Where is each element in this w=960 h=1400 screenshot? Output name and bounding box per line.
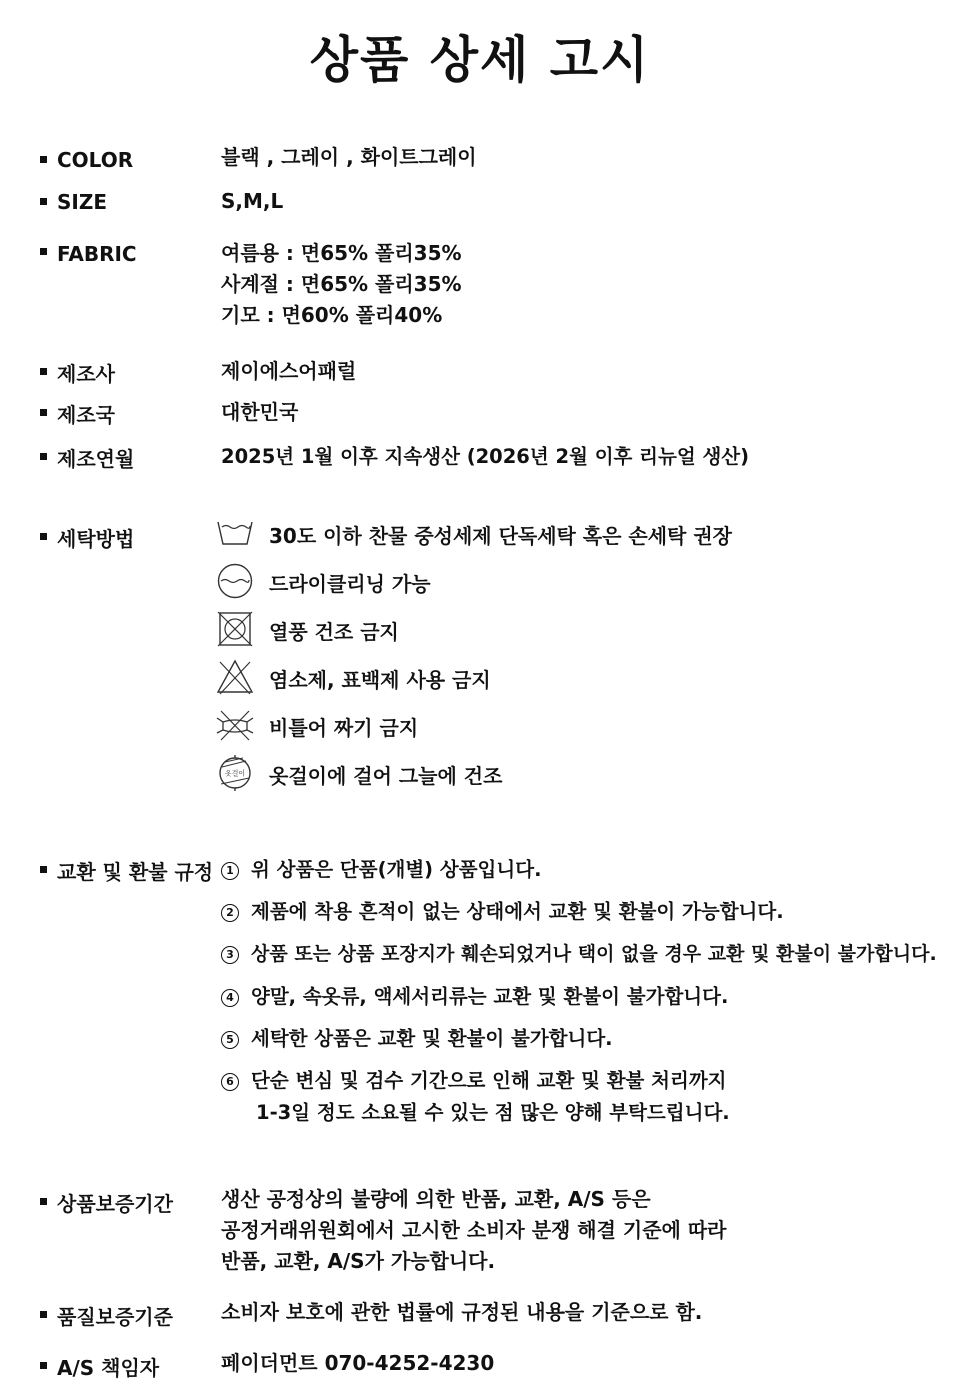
warranty-line: 공정거래위원회에서 고시한 소비자 분쟁 해결 기준에 따라: [221, 1218, 727, 1242]
as-label: A/S 책임자: [57, 1356, 160, 1380]
policy-number-2: 2: [221, 904, 239, 922]
policy-number-3: 3: [221, 946, 239, 964]
care-item-dryclean: [216, 562, 816, 602]
bullet: [40, 409, 47, 416]
policy-text-1: [251, 854, 541, 886]
bullet: [40, 156, 47, 163]
care-text-no-bleach: 염소제, 표백제 사용 금지: [269, 668, 491, 692]
color-value: 블랙 , 그레이 , 화이트그레이: [221, 145, 477, 169]
fabric-label: FABRIC: [57, 242, 137, 266]
size-label: SIZE: [57, 190, 108, 214]
care-item-no-bleach: [216, 658, 816, 698]
maker-label: 제조사: [57, 362, 115, 386]
policy-line: 위 상품은 단품(개별) 상품입니다.: [251, 858, 542, 881]
care-text-hang-dry: 옷걸이에 걸어 그늘에 건조: [269, 764, 503, 788]
care-item-no-tumble: [216, 610, 816, 650]
care-item-no-wring: [216, 706, 816, 746]
fabric-value: [221, 238, 462, 331]
no-wring-icon: [216, 706, 254, 744]
care-item-hang-dry: [216, 754, 816, 794]
bullet: [40, 198, 47, 205]
maker-value: 제이에스어패럴: [221, 359, 357, 383]
policy-text-2: [251, 896, 784, 928]
policy-line: 양말, 속옷류, 액세서리류는 교환 및 환불이 불가합니다.: [251, 985, 729, 1008]
policy-number-1: 1: [221, 862, 239, 880]
country-value: 대한민국: [221, 400, 299, 424]
policy-text-3: [251, 938, 937, 970]
policy-line: 단순 변심 및 검수 기간으로 인해 교환 및 환불 처리까지: [251, 1069, 727, 1092]
size-value: S,M,L: [221, 189, 284, 213]
bullet: [40, 1198, 47, 1205]
dry-clean-icon: [216, 562, 254, 600]
policy-text-5: [251, 1023, 613, 1055]
no-tumble-dry-icon: [216, 610, 254, 648]
care-text-wash: 30도 이하 찬물 중성세제 단독세탁 혹은 손세탁 권장: [269, 524, 732, 548]
fabric-line-fleece: 기모 : 면60% 폴리40%: [221, 303, 443, 327]
policy-line: 1-3일 정도 소요될 수 있는 점 많은 양해 부탁드립니다.: [256, 1101, 730, 1124]
policy-label: 교환 및 환불 규정: [57, 860, 214, 884]
no-bleach-icon: [216, 658, 254, 696]
fabric-line-allseason: 사계절 : 면65% 폴리35%: [221, 272, 462, 296]
country-label: 제조국: [57, 403, 115, 427]
policy-text-4: [251, 981, 728, 1013]
quality-value: 소비자 보호에 관한 법률에 규정된 내용을 기준으로 함.: [221, 1300, 703, 1324]
policy-line: 상품 또는 상품 포장지가 훼손되었거나 택이 없을 경우 교환 및 환불이 불가합니다.: [251, 943, 937, 965]
warranty-line: 생산 공정상의 불량에 의한 반품, 교환, A/S 등은: [221, 1187, 651, 1211]
policy-line: 제품에 착용 흔적이 없는 상태에서 교환 및 환불이 가능합니다.: [251, 900, 784, 923]
as-value: 페이더먼트 070-4252-4230: [221, 1351, 495, 1375]
care-text-dryclean: 드라이클리닝 가능: [269, 572, 431, 596]
bullet: [40, 866, 47, 873]
care-item-wash: [216, 514, 816, 554]
warranty-label: 상품보증기간: [57, 1192, 173, 1216]
policy-number-5: 5: [221, 1031, 239, 1049]
hang-dry-shade-icon: [216, 754, 254, 792]
wash-basin-icon: [216, 514, 254, 552]
hang-dry-icon-label: 옷걸이: [224, 769, 246, 778]
date-value: 2025년 1월 이후 지속생산 (2026년 2월 이후 리뉴얼 생산): [221, 445, 750, 468]
bullet: [40, 1311, 47, 1318]
bullet: [40, 533, 47, 540]
policy-number-4: 4: [221, 989, 239, 1007]
policy-number-6: 6: [221, 1073, 239, 1091]
color-label: COLOR: [57, 148, 134, 172]
policy-text-6: [251, 1065, 730, 1129]
page-title: 상품 상세 고시: [309, 31, 651, 89]
washing-label: 세탁방법: [57, 527, 135, 551]
fabric-line-summer: 여름용 : 면65% 폴리35%: [221, 241, 462, 265]
bullet: [40, 453, 47, 460]
date-label: 제조연월: [57, 447, 135, 471]
warranty-line: 반품, 교환, A/S가 가능합니다.: [221, 1249, 496, 1273]
bullet: [40, 368, 47, 375]
bullet: [40, 1362, 47, 1369]
care-text-no-wring: 비틀어 짜기 금지: [269, 716, 419, 740]
policy-line: 세탁한 상품은 교환 및 환불이 불가합니다.: [251, 1027, 613, 1050]
warranty-value: [221, 1184, 726, 1277]
care-text-no-tumble: 열풍 건조 금지: [269, 620, 399, 644]
bullet: [40, 248, 47, 255]
quality-label: 품질보증기준: [57, 1305, 173, 1329]
